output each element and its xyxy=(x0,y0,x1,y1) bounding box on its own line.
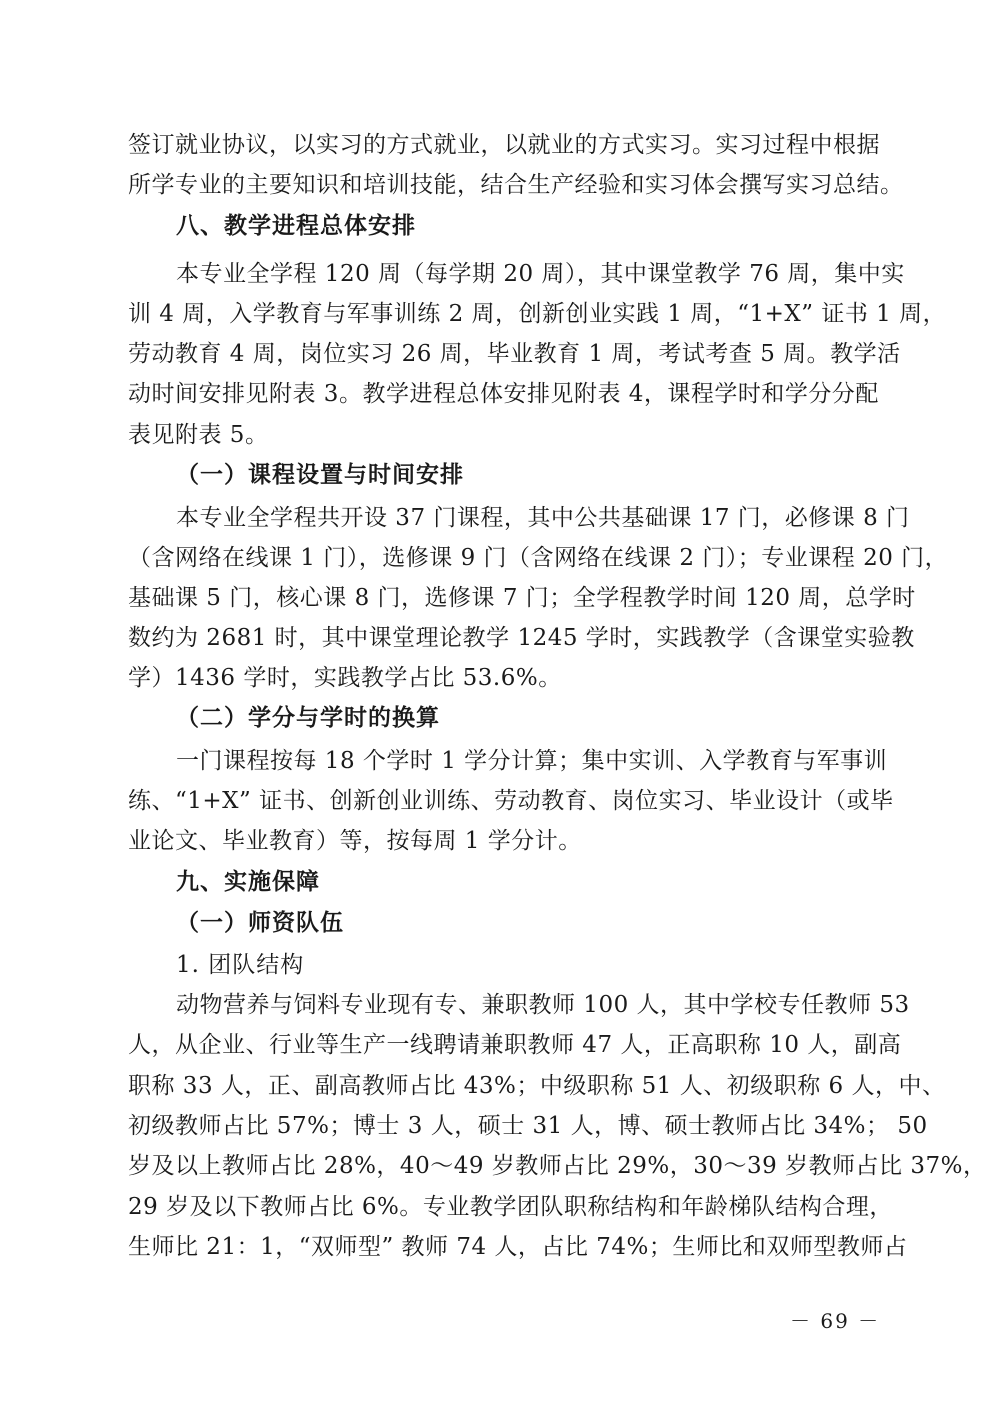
page-number: － 69 － xyxy=(790,1309,881,1333)
paragraph-line: 动时间安排见附表 3。教学进程总体安排见附表 4，课程学时和学分分配 xyxy=(128,381,879,407)
paragraph-line: 一门课程按每 18 个学时 1 学分计算；集中实训、入学教育与军事训 xyxy=(176,748,888,774)
paragraph-line: 学）1436 学时，实践教学占比 53.6%。 xyxy=(128,665,562,691)
subsection-heading-credit-conversion: （二）学分与学时的换算 xyxy=(176,705,440,731)
paragraph-line: 训 4 周，入学教育与军事训练 2 周，创新创业实践 1 周，“1+X” 证书 1 周， xyxy=(128,301,947,327)
paragraph-line: （含网络在线课 1 门），选修课 9 门（含网络在线课 2 门）；专业课程 20 门， xyxy=(128,545,949,571)
paragraph-line: 29 岁及以下教师占比 6%。专业教学团队职称结构和年龄梯队结构合理， xyxy=(128,1194,893,1220)
paragraph-line: 基础课 5 门，核心课 8 门，选修课 7 门；全学程教学时间 120 周，总学时 xyxy=(128,585,916,611)
paragraph-line: 本专业全学程共开设 37 门课程，其中公共基础课 17 门，必修课 8 门 xyxy=(176,505,910,531)
subsection-heading-course-setup: （一）课程设置与时间安排 xyxy=(176,462,464,488)
paragraph-line: 初级教师占比 57%；博士 3 人，硕士 31 人，博、硕士教师占比 34%； 50 xyxy=(128,1113,928,1139)
section-heading-9: 九、实施保障 xyxy=(176,869,320,895)
paragraph-line: 表见附表 5。 xyxy=(128,422,269,448)
paragraph-line: 练、“1+X” 证书、创新创业训练、劳动教育、岗位实习、毕业设计（或毕 xyxy=(128,788,894,814)
paragraph-line: 职称 33 人，正、副高教师占比 43%；中级职称 51 人、初级职称 6 人，中、 xyxy=(128,1073,946,1099)
paragraph-line: 劳动教育 4 周，岗位实习 26 周，毕业教育 1 周，考试考查 5 周。教学活 xyxy=(128,341,901,367)
paragraph-line: 动物营养与饲料专业现有专、兼职教师 100 人，其中学校专任教师 53 xyxy=(176,992,910,1018)
paragraph-line: 生师比 21：1，“双师型” 教师 74 人，占比 74%；生师比和双师型教师占 xyxy=(128,1234,908,1260)
paragraph-line: 签订就业协议，以实习的方式就业，以就业的方式实习。实习过程中根据 xyxy=(128,132,880,158)
subsection-heading-faculty: （一）师资队伍 xyxy=(176,910,344,936)
paragraph-line: 数约为 2681 时，其中课堂理论教学 1245 学时，实践教学（含课堂实验教 xyxy=(128,625,915,651)
paragraph-line: 所学专业的主要知识和培训技能，结合生产经验和实习体会撰写实习总结。 xyxy=(128,172,904,198)
paragraph-line: 人，从企业、行业等生产一线聘请兼职教师 47 人，正高职称 10 人，副高 xyxy=(128,1032,902,1058)
paragraph-line: 业论文、毕业教育）等，按每周 1 学分计。 xyxy=(128,828,582,854)
paragraph-line: 岁及以上教师占比 28%，40～49 岁教师占比 29%，30～39 岁教师占比 37%， xyxy=(128,1153,987,1179)
item-heading-team-structure: 1. 团队结构 xyxy=(176,952,305,978)
paragraph-line: 本专业全学程 120 周（每学期 20 周），其中课堂教学 76 周，集中实 xyxy=(176,261,905,287)
section-heading-8: 八、教学进程总体安排 xyxy=(176,213,416,239)
